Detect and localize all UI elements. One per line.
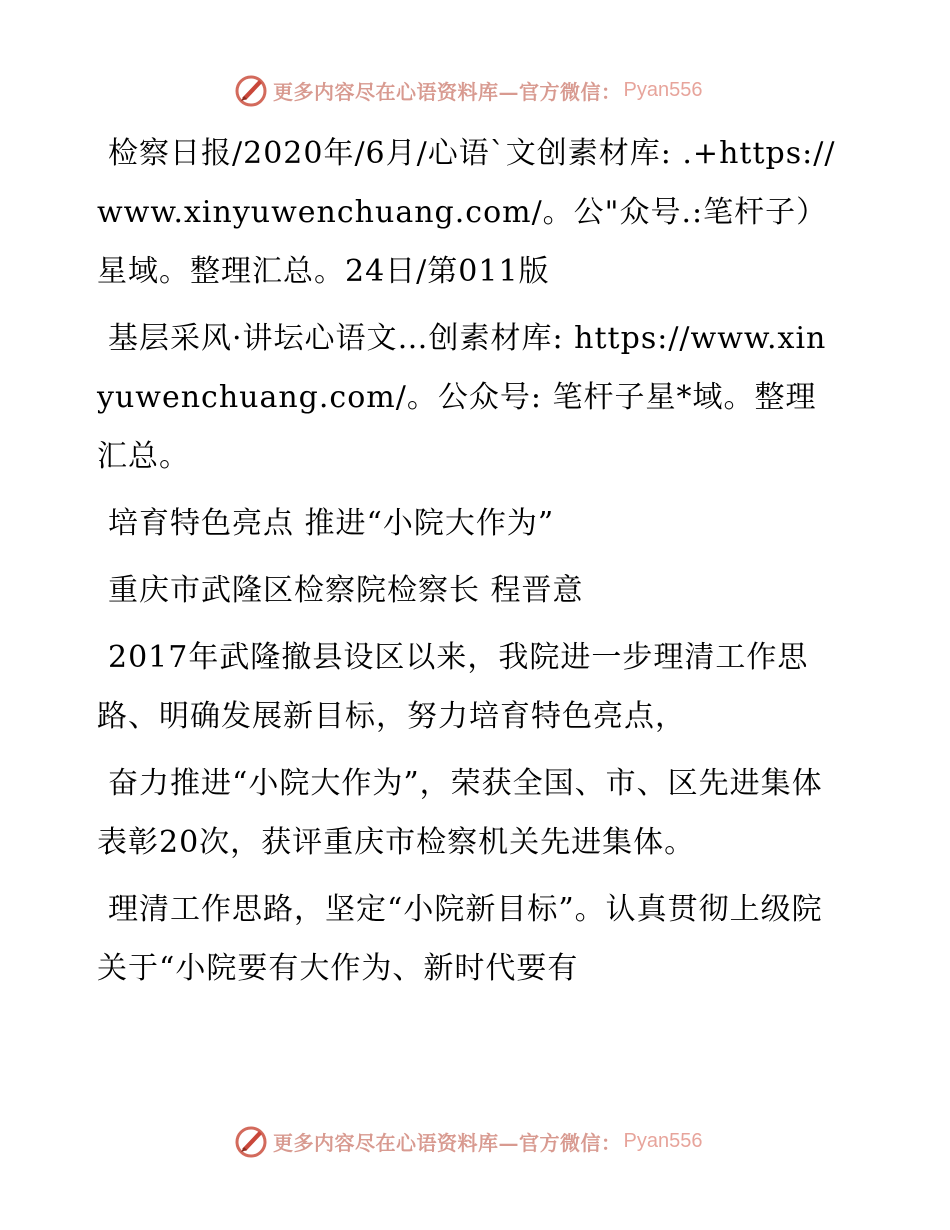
paragraph-body: 理清工作思路，坚定“小院新目标”。认真贯彻上级院关于“小院要有大作为、新时代要有 xyxy=(97,892,823,986)
paragraph-column: 基层采风·讲坛心语文…创素材库: https://www.xinyuwenchuang.com/。公众号: 笔杆子星*域。整理汇总。 xyxy=(97,321,827,474)
article-body xyxy=(97,124,837,1006)
watermark-text: 更多内容尽在心语资料库—官方微信： xyxy=(273,1130,622,1155)
watermark-wechat-id: Pyan556 xyxy=(623,1129,703,1152)
paragraph-body: 奋力推进“小院大作为”，荣获全国、市、区先进集体表彰20次，获评重庆市检察机关先进集体。 xyxy=(97,766,823,860)
quill-circle-icon xyxy=(233,1123,269,1159)
article-author: 重庆市武隆区检察院检察长 程晋意 xyxy=(108,573,584,608)
paragraph-body: 2017年武隆撤县设区以来，我院进一步理清工作思路、明确发展新目标，努力培育特色亮点， xyxy=(97,640,809,734)
footer-watermark xyxy=(233,1123,702,1159)
article-title: 培育特色亮点 推进“小院大作为” xyxy=(108,506,555,541)
watermark-text: 更多内容尽在心语资料库—官方微信： xyxy=(273,79,622,104)
paragraph-source: 检察日报/2020年/6月/心语`文创素材库: .+https://www.xinyuwenchuang.com/。公"众号.:笔杆子）星域。整理汇总。24日/第011版 xyxy=(97,136,836,289)
header-watermark xyxy=(233,72,702,108)
quill-circle-icon xyxy=(233,72,269,108)
watermark-wechat-id: Pyan556 xyxy=(623,78,703,101)
